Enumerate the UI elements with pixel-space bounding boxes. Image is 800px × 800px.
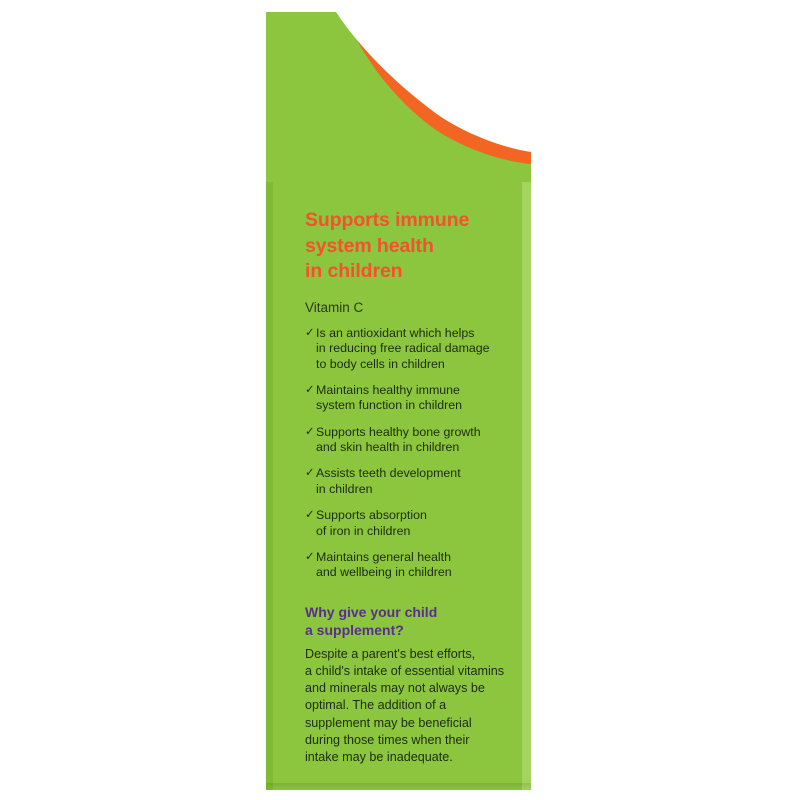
list-item xyxy=(305,466,520,497)
check-icon: ✓ xyxy=(305,383,315,396)
list-item xyxy=(305,550,520,581)
list-item xyxy=(305,326,520,372)
benefit-line: Maintains general health xyxy=(316,549,452,564)
body-line: supplement may be beneficial xyxy=(305,715,472,730)
check-icon: ✓ xyxy=(305,425,315,438)
benefit-line: Assists teeth development xyxy=(316,466,461,481)
body-line: during those times when their xyxy=(305,732,470,747)
benefit-line: system function in children xyxy=(316,398,463,413)
panel-text-content xyxy=(305,208,520,766)
orange-swoosh-graphic xyxy=(266,12,531,182)
check-icon: ✓ xyxy=(305,509,315,522)
benefit-line: of iron in children xyxy=(316,523,411,538)
headline-line: Supports immune xyxy=(305,209,470,231)
body-line: a child's intake of essential vitamins xyxy=(305,664,505,679)
list-item xyxy=(305,383,520,414)
box-top-white-panel xyxy=(266,12,531,182)
benefit-line: Is an antioxidant which helps xyxy=(316,325,475,340)
benefit-line: in reducing free radical damage xyxy=(316,341,490,356)
box-bottom-shadow xyxy=(266,783,531,791)
body-paragraph xyxy=(305,646,520,766)
nutrient-label: Vitamin C xyxy=(305,300,364,316)
subheading-line: a supplement? xyxy=(305,621,404,638)
page-title xyxy=(305,208,520,285)
check-icon: ✓ xyxy=(305,326,315,339)
benefit-line: to body cells in children xyxy=(316,356,445,371)
list-item xyxy=(305,425,520,456)
benefit-line: and wellbeing in children xyxy=(316,565,452,580)
benefit-line: and skin health in children xyxy=(316,440,460,454)
headline-line: system health xyxy=(305,234,434,257)
benefit-line: Supports healthy bone growth xyxy=(316,424,481,439)
body-line: intake may be inadequate. xyxy=(305,749,453,764)
section-subheading xyxy=(305,603,520,639)
benefit-line: Supports absorption xyxy=(316,508,427,523)
subheading-line: Why give your child xyxy=(305,603,438,620)
body-line: optimal. The addition of a xyxy=(305,698,447,713)
benefit-line: Maintains healthy immune xyxy=(316,382,460,397)
check-icon: ✓ xyxy=(305,467,315,480)
body-line: Despite a parent's best efforts, xyxy=(305,647,476,661)
headline-line: in children xyxy=(305,260,403,283)
supplement-box-side-panel xyxy=(266,12,531,790)
benefits-list xyxy=(305,326,520,581)
check-icon: ✓ xyxy=(305,550,315,563)
list-item xyxy=(305,508,520,539)
benefit-line: in children xyxy=(316,481,373,496)
body-line: and minerals may not always be xyxy=(305,681,485,696)
